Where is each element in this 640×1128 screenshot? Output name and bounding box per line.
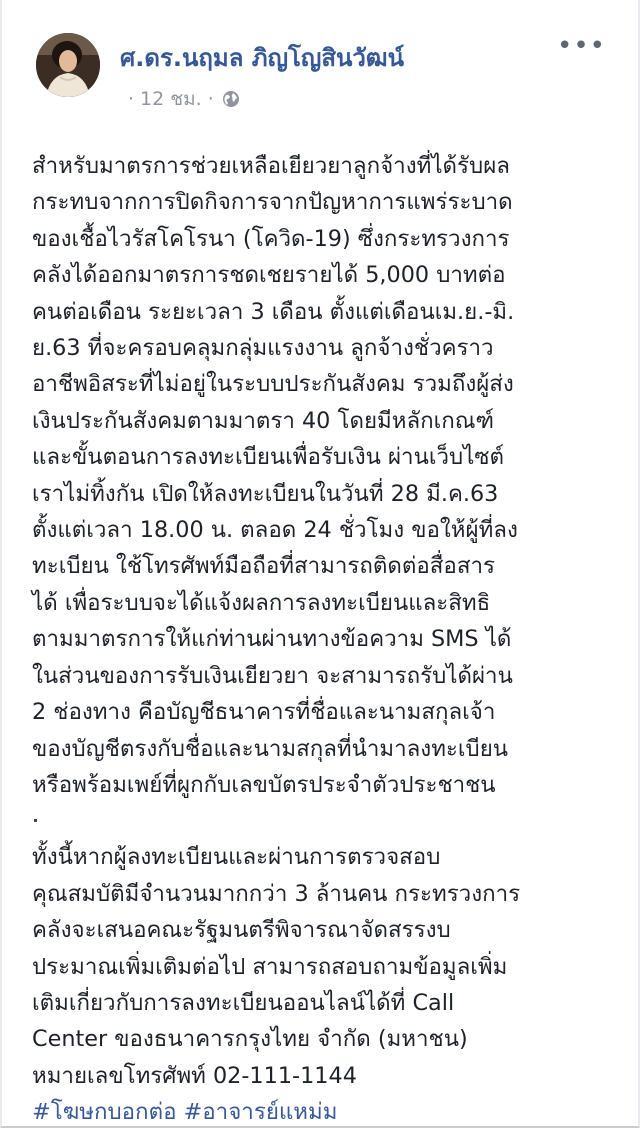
hashtag-link[interactable]: #อาจารย์แหม่ม [183,1099,338,1126]
text-line: ในส่วนของการรับเงินเยียวยา จะสามารถรับได้ผ่าน [32,662,513,689]
text-line: ตั้งแต่เวลา 18.00 น. ตลอด 24 ชั่วโมง ขอให้ผู้ที่ลง [32,517,518,544]
text-line: คลังได้ออกมาตรการชดเชยรายได้ 5,000 บาทต่อ [32,262,506,289]
text-line: ประมาณเพิ่มเติมต่อไป สามารถสอบถามข้อมูลเพิ่ม [32,953,508,980]
hashtag-link[interactable]: #โฆษกบอกต่อ [32,1099,177,1126]
post-timestamp[interactable]: 12 ชม. [140,88,202,110]
text-line: เราไม่ทิ้งกัน เปิดให้ลงทะเบียนในวันที่ 28 มี.ค.63 [32,480,499,507]
paragraph-gap [32,803,622,839]
stray-dot [34,819,37,822]
text-line: และขั้นตอนการลงทะเบียนเพื่อรับเงิน ผ่านเว็บไซต์ [32,444,505,471]
text-line: ทั้งนี้หากผู้ลงทะเบียนและผ่านการตรวจสอบ [32,844,441,871]
text-line: ทะเบียน ใช้โทรศัพท์มือถือที่สามารถติดต่อสื่อสาร [32,553,495,580]
text-line: หรือพร้อมเพย์ที่ผูกกับเลขบัตรประจำตัวประชาชน [32,771,496,798]
author-name[interactable]: ศ.ดร.นฤมล ภิญโญสินวัฒน์ [120,44,404,72]
meta-separator: · [207,88,214,110]
text-line: ของเชื้อไวรัสโคโรนา (โควิด-19) ซึ่งกระทรวงการ [32,225,510,252]
post-paragraph-2 [32,839,622,1094]
text-line: ตามมาตรการให้แก่ท่านผ่านทางข้อความ SMS ได้ [32,626,512,653]
text-line: ได้ เพื่อระบบจะได้แจ้งผลการลงทะเบียนและสิทธิ [32,589,491,616]
text-line: คนต่อเดือน ระยะเวลา 3 เดือน ตั้งแต่เดือนเม.ย.-มิ. [32,298,515,325]
text-line: 2 ช่องทาง คือบัญชีธนาคารที่ชื่อและนามสกุลเจ้า [32,699,496,726]
text-line: Center ของธนาคารกรุงไทย จำกัด (มหาชน) [32,1026,468,1053]
text-line: อาชีพอิสระที่ไม่อยู่ในระบบประกันสังคม รวมถึงผู้ส่ง [32,371,514,398]
text-line: เติมเกี่ยวกับการลงทะเบียนออนไลน์ได้ที่ Call [32,989,455,1016]
text-line: คลังจะเสนอคณะรัฐมนตรีพิจารณาจัดสรรงบ [32,917,451,944]
text-line: ย.63 ที่จะครอบคลุมกลุ่มแรงงาน ลูกจ้างชั่วคราว [32,335,494,362]
post-paragraph-1 [32,148,622,803]
text-line: คุณสมบัติมีจำนวนมากกว่า 3 ล้านคน กระทรวงการ [32,880,521,907]
globe-icon[interactable] [222,90,240,108]
text-line: ของบัญชีตรงกับชื่อและนามสกุลที่นำมาลงทะเบียน [32,735,509,762]
hashtag-row [32,1094,617,1128]
post-meta [122,84,240,114]
text-line: กระทบจากการปิดกิจการจากปัญหาการแพร่ระบาด [32,189,513,216]
text-line: สำหรับมาตรการช่วยเหลือเยียวยาลูกจ้างที่ได้รับผล [32,153,510,179]
author-avatar[interactable] [36,33,100,97]
more-options-icon[interactable]: ••• [556,31,606,61]
post-header [2,0,638,120]
text-line: หมายเลขโทรศัพท์ 02-111-1144 [32,1062,357,1089]
meta-separator: · [128,88,135,110]
text-line: เงินประกันสังคมตามมาตรา 40 โดยมีหลักเกณฑ์ [32,407,495,434]
post-body [32,148,622,1128]
